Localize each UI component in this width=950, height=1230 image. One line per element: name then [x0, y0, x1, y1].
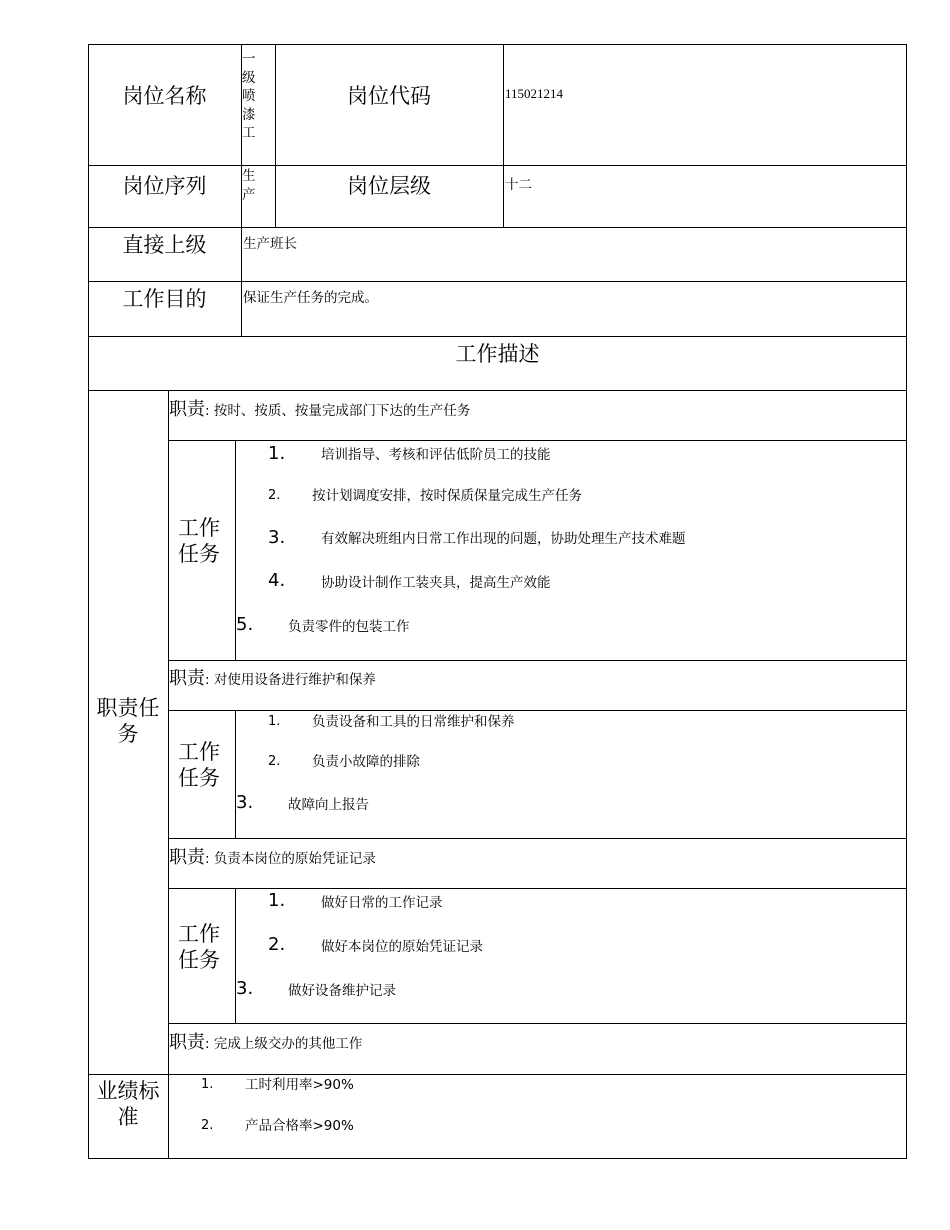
purpose-label: 工作目的 [122, 287, 207, 311]
task-number: 2. [268, 934, 286, 955]
purpose-value: 保证生产任务的完成。 [243, 290, 378, 306]
task-number: 1. [268, 890, 286, 911]
performance-item: 产品合格率>90% [245, 1118, 354, 1134]
duty-prefix: 职责 [169, 668, 205, 689]
supervisor-value: 生产班长 [243, 236, 297, 252]
task-number: 3. [236, 792, 254, 813]
level-label: 岗位层级 [347, 174, 431, 198]
task-number: 1. [268, 714, 281, 729]
performance-number: 1. [201, 1077, 214, 1092]
duty-text: : 对使用设备进行维护和保养 [205, 672, 376, 688]
task-text: 有效解决班组内日常工作出现的问题，协助处理生产技术难题 [321, 531, 686, 547]
task-number: 4. [268, 570, 286, 591]
task-label: 工作任务 [178, 740, 220, 790]
duty-text: : 按时、按质、按量完成部门下达的生产任务 [205, 403, 471, 419]
task-number: 3. [268, 527, 286, 548]
position-name-value: 一级喷漆工 [242, 51, 256, 141]
task-text: 做好日常的工作记录 [321, 895, 443, 911]
performance-label: 业绩标准 [96, 1079, 160, 1129]
supervisor-label: 直接上级 [122, 233, 207, 257]
duty-text: : 负责本岗位的原始凭证记录 [205, 851, 376, 867]
position-name-label: 岗位名称 [122, 84, 207, 108]
task-number: 3. [236, 978, 254, 999]
duty-text: : 完成上级交办的其他工作 [205, 1036, 363, 1052]
duty-row [169, 664, 376, 690]
duty-prefix: 职责 [169, 1032, 205, 1053]
task-number: 2. [268, 754, 281, 769]
task-number: 5. [236, 614, 254, 635]
performance-number: 2. [201, 1118, 214, 1133]
task-text: 负责零件的包装工作 [288, 619, 410, 635]
duty-prefix: 职责 [169, 847, 205, 868]
task-text: 做好设备维护记录 [288, 983, 396, 999]
task-label: 工作任务 [178, 516, 220, 566]
sequence-label: 岗位序列 [122, 174, 207, 198]
task-text: 负责小故障的排除 [312, 754, 420, 770]
level-value: 十二 [505, 177, 532, 193]
duty-row [169, 1028, 362, 1054]
task-text: 故障向上报告 [288, 797, 369, 813]
performance-item: 工时利用率>90% [245, 1077, 354, 1093]
position-code-label: 岗位代码 [347, 84, 431, 108]
duty-row [169, 395, 470, 421]
task-label: 工作任务 [178, 922, 220, 972]
position-code-value: 115021214 [505, 86, 564, 101]
task-number: 1. [268, 443, 286, 464]
duties-label: 职责任务 [96, 696, 160, 746]
task-text: 培训指导、考核和评估低阶员工的技能 [321, 447, 551, 463]
task-text: 负责设备和工具的日常维护和保养 [312, 714, 515, 730]
task-number: 2. [268, 488, 281, 503]
duty-prefix: 职责 [169, 399, 205, 420]
task-text: 做好本岗位的原始凭证记录 [321, 939, 483, 955]
sequence-value: 生产 [242, 168, 256, 203]
task-text: 协助设计制作工装夹具，提高生产效能 [321, 575, 551, 591]
description-title: 工作描述 [455, 342, 540, 366]
duty-row [169, 843, 376, 869]
task-text: 按计划调度安排，按时保质保量完成生产任务 [312, 488, 582, 504]
